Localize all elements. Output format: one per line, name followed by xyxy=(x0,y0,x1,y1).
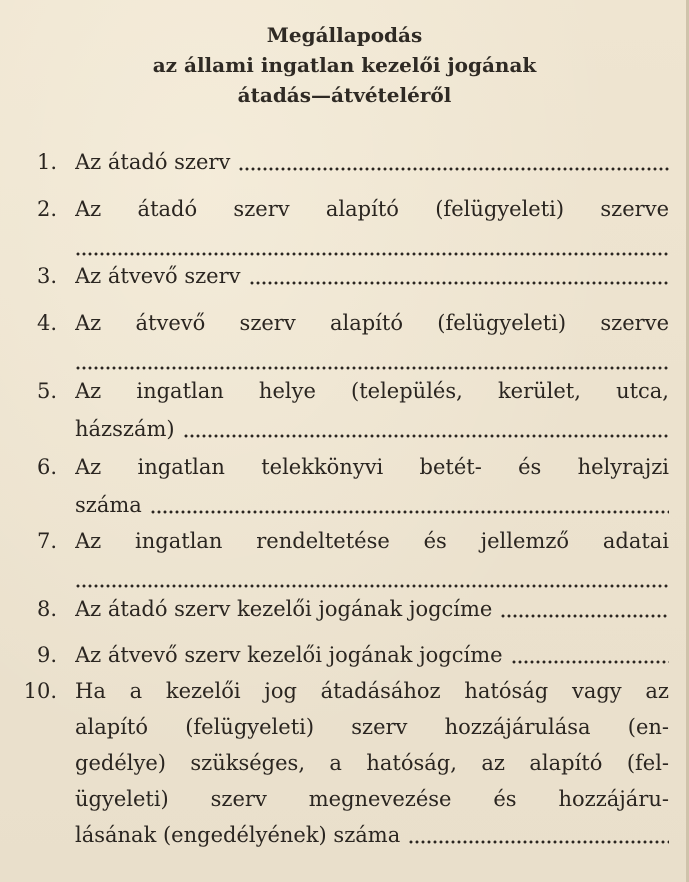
item-number: 10. xyxy=(23,679,57,703)
item-number: 9. xyxy=(36,643,57,667)
item-line xyxy=(75,708,669,746)
item-text: lásának (engedélyének) száma xyxy=(75,823,401,847)
item-line xyxy=(75,143,669,181)
item-number: 1. xyxy=(36,150,57,174)
item-text: száma xyxy=(75,493,142,517)
item-line xyxy=(75,672,669,710)
item-line xyxy=(75,448,669,486)
item-line xyxy=(75,410,669,448)
item-text: ügyeleti) szerv megnevezése és hozzájáru- xyxy=(75,787,669,811)
item-line xyxy=(75,780,669,818)
item-text: Az átvevő szerv alapító (felügyeleti) szerve xyxy=(75,311,669,335)
fill-in-dots[interactable] xyxy=(500,611,669,621)
item-line xyxy=(75,190,669,228)
item-text: Az átvevő szerv xyxy=(75,264,241,288)
title-line-3: átadás—átvételéről xyxy=(237,83,452,107)
item-text: gedélye) szükséges, a hatóság, az alapító (fel- xyxy=(75,751,669,775)
title-line-2: az állami ingatlan kezelői jogának xyxy=(152,53,537,77)
item-text: Az ingatlan rendeltetése és jellemző adatai xyxy=(75,529,669,553)
item-number: 7. xyxy=(36,529,57,553)
item-text: Ha a kezelői jog átadásához hatóság vagy az xyxy=(75,679,669,703)
item-number: 6. xyxy=(36,455,57,479)
fill-in-dots[interactable] xyxy=(511,657,669,667)
document-title xyxy=(0,20,689,110)
title-line-1: Megállapodás xyxy=(266,23,423,47)
item-number: 2. xyxy=(36,197,57,221)
item-line xyxy=(75,636,669,674)
fill-in-dots[interactable] xyxy=(183,431,669,441)
item-line xyxy=(75,486,669,524)
item-text: Az ingatlan telekkönyvi betét- és helyrajzi xyxy=(75,455,669,479)
item-text: házszám) xyxy=(75,417,175,441)
item-text: Az átadó szerv kezelői jogának jogcíme xyxy=(75,597,493,621)
item-line xyxy=(75,816,669,854)
item-text: alapító (felügyeleti) szerv hozzájárulása (en- xyxy=(75,715,669,739)
item-number: 5. xyxy=(36,379,57,403)
item-line xyxy=(75,744,669,782)
item-number: 8. xyxy=(36,597,57,621)
fill-in-dots[interactable] xyxy=(150,507,669,517)
fill-in-dots[interactable] xyxy=(408,837,669,847)
item-line xyxy=(75,304,669,342)
item-text: Az átadó szerv alapító (felügyeleti) szerve xyxy=(75,197,669,221)
fill-in-dots[interactable] xyxy=(238,164,669,174)
item-text: Az átvevő szerv kezelői jogának jogcíme xyxy=(75,643,503,667)
item-number: 4. xyxy=(36,311,57,335)
item-line xyxy=(75,257,669,295)
item-line xyxy=(75,372,669,410)
item-text: Az átadó szerv xyxy=(75,150,231,174)
item-line xyxy=(75,590,669,628)
item-line xyxy=(75,522,669,560)
item-text: Az ingatlan helye (település, kerület, utca, xyxy=(75,379,669,403)
item-number: 3. xyxy=(36,264,57,288)
fill-in-dots[interactable] xyxy=(249,278,669,288)
